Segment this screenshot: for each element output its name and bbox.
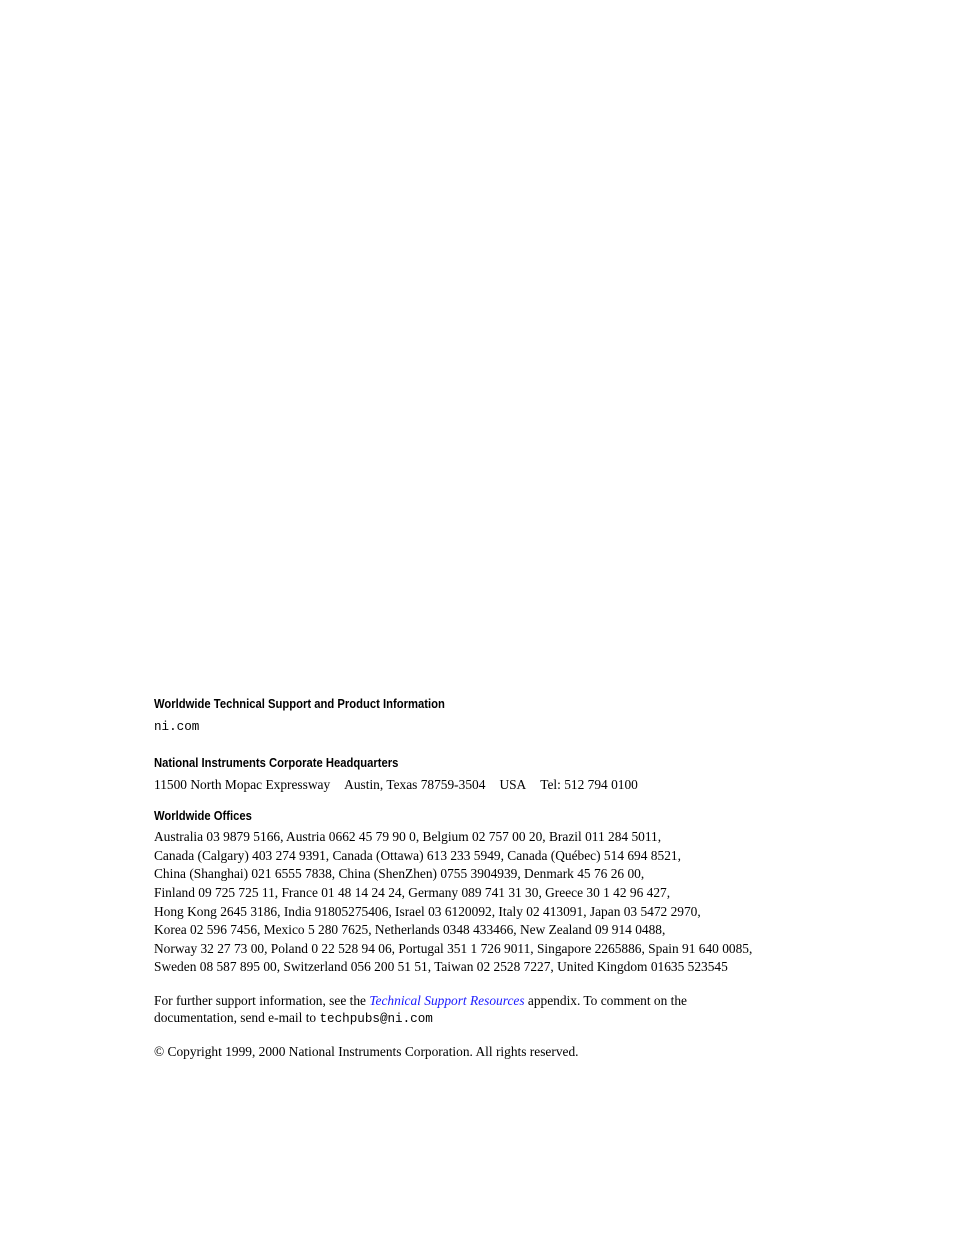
technical-support-resources-link[interactable]: Technical Support Resources bbox=[369, 992, 525, 1008]
feedback-email[interactable]: techpubs@ni.com bbox=[319, 1011, 433, 1026]
offices-line: Norway 32 27 73 00, Poland 0 22 528 94 06, Portugal 351 1 726 9011, Singapore 2265886, Spain 91 640 0085, bbox=[154, 940, 753, 956]
hq-street: 11500 North Mopac Expressway bbox=[154, 776, 331, 792]
hq-city: Austin, Texas 78759-3504 bbox=[344, 776, 486, 792]
offices-line: Sweden 08 587 895 00, Switzerland 056 200 51 51, Taiwan 02 2528 7227, United Kingdom 01635 523545 bbox=[154, 959, 728, 975]
copyright-icon: © bbox=[154, 1043, 165, 1059]
offices-line: Korea 02 596 7456, Mexico 5 280 7625, Netherlands 0348 433466, New Zealand 09 914 0488, bbox=[154, 922, 666, 938]
support-url-text[interactable]: ni.com bbox=[154, 720, 200, 734]
offices-list bbox=[154, 828, 854, 977]
hq-tel: Tel: 512 794 0100 bbox=[540, 776, 638, 792]
support-url[interactable] bbox=[154, 717, 854, 737]
further-support-paragraph bbox=[154, 992, 854, 1028]
further-line-1 bbox=[154, 992, 854, 1009]
further-line-2 bbox=[154, 1009, 854, 1028]
offices-line: Finland 09 725 725 11, France 01 48 14 24 24, Germany 089 741 31 30, Greece 30 1 42 96 427, bbox=[154, 884, 671, 900]
further-line2-prefix: documentation, send e-mail to bbox=[154, 1009, 320, 1025]
offices-heading: Worldwide Offices bbox=[154, 809, 252, 824]
further-suffix: appendix. To comment on the bbox=[524, 992, 687, 1008]
hq-address bbox=[154, 776, 854, 795]
copyright-text: Copyright 1999, 2000 National Instruments Corporation. All rights reserved. bbox=[164, 1043, 579, 1059]
copyright-notice bbox=[154, 1043, 854, 1062]
support-heading: Worldwide Technical Support and Product Information bbox=[154, 697, 445, 711]
hq-country: USA bbox=[499, 776, 527, 792]
hq-heading: National Instruments Corporate Headquarters bbox=[154, 755, 399, 770]
further-prefix: For further support information, see the bbox=[154, 992, 370, 1008]
offices-line: Australia 03 9879 5166, Austria 0662 45 79 90 0, Belgium 02 757 00 20, Brazil 011 284 5011, bbox=[154, 829, 662, 845]
back-cover-info bbox=[154, 695, 854, 1062]
offices-line: Canada (Calgary) 403 274 9391, Canada (Ottawa) 613 233 5949, Canada (Québec) 514 694 8521, bbox=[154, 847, 681, 863]
offices-line: Hong Kong 2645 3186, India 91805275406, Israel 03 6120092, Italy 02 413091, Japan 03 5472 2970, bbox=[154, 903, 701, 919]
offices-line: China (Shanghai) 021 6555 7838, China (ShenZhen) 0755 3904939, Denmark 45 76 26 00, bbox=[154, 866, 645, 882]
